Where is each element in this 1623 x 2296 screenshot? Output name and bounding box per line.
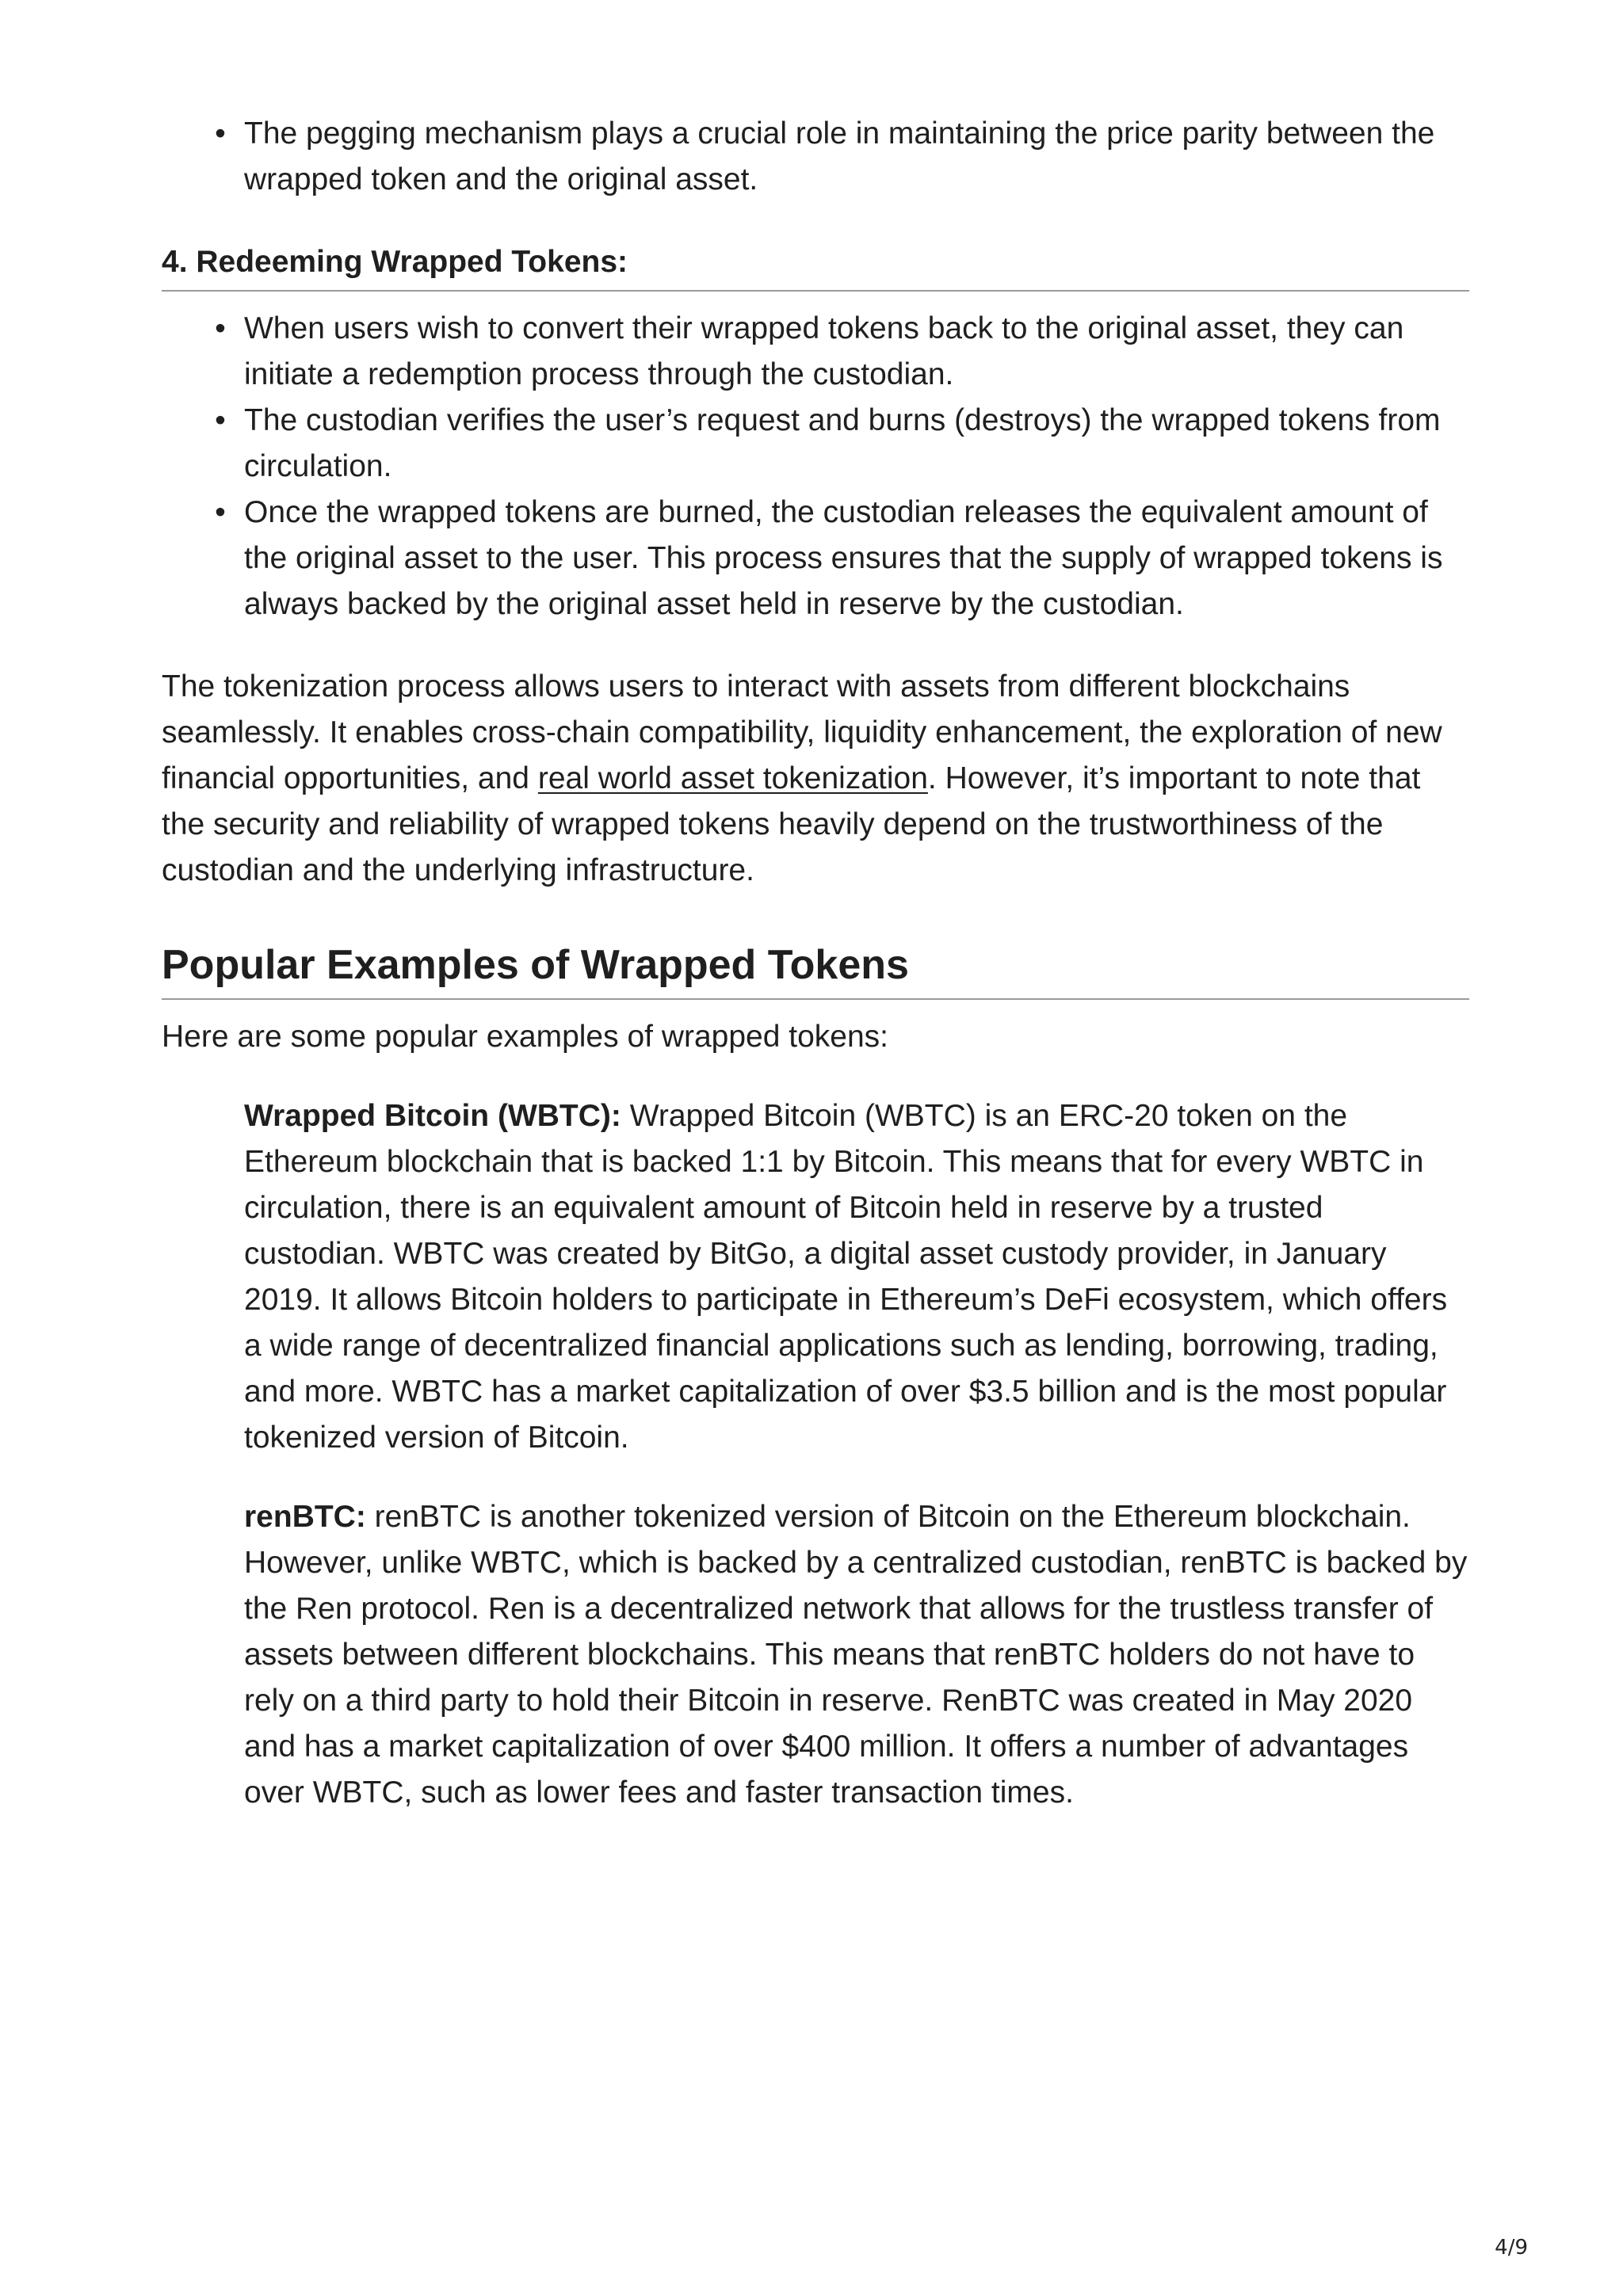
summary-text-after: . However, it’s important to note that the security and reliability of wrapped tokens heavily depend on the trustworthiness of the custodian and the underlying infrastructure. (162, 761, 1421, 887)
page-number: 4/9 (1495, 2236, 1528, 2260)
pegging-bullet-list (162, 111, 1469, 203)
popular-intro: Here are some popular examples of wrapped tokens: (162, 1020, 888, 1054)
example-term: Wrapped Bitcoin (WBTC): (244, 1099, 621, 1133)
list-item (215, 490, 1469, 627)
example-text: Wrapped Bitcoin (WBTC) is an ERC-20 token on the Ethereum blockchain that is backed 1:1 by Bitcoin. This means that for every WBTC in circulation, there is an equivalent amount of Bitcoin held in reserve by a trusted custodian. WBTC was created by BitGo, a digital asset custody provider, in January 2019. It allows Bitcoin holders to participate in Ethereum’s DeFi ecosystem, which offers a wide range of decentralized financial applications such as lending, borrowing, trading, and more. WBTC has a market capitalization of over $3.5 billion and is the most popular tokenized version of Bitcoin. (244, 1099, 1448, 1455)
list-item-text: The custodian verifies the user’s request and burns (destroys) the wrapped tokens from circulation. (244, 403, 1441, 483)
list-item (215, 306, 1469, 398)
redeeming-bullet-list (162, 306, 1469, 627)
summary-paragraph (162, 664, 1469, 894)
bullet-icon: • (215, 403, 226, 437)
example-renbtc (244, 1494, 1469, 1816)
example-term: renBTC: (244, 1500, 366, 1534)
list-item (215, 398, 1469, 490)
redeeming-heading: 4. Redeeming Wrapped Tokens: (162, 239, 1469, 292)
list-item-text: The pegging mechanism plays a crucial role in maintaining the price parity between the wrapped token and the original asset. (244, 116, 1435, 196)
popular-examples-heading: Popular Examples of Wrapped Tokens (162, 940, 1469, 1000)
list-item-text: Once the wrapped tokens are burned, the custodian releases the equivalent amount of the original asset to the user. This process ensures that the supply of wrapped tokens is always backed by the original asset held in reserve by the custodian. (244, 495, 1443, 621)
bullet-icon: • (215, 116, 226, 151)
list-item (215, 111, 1469, 203)
example-wbtc (244, 1093, 1469, 1461)
bullet-icon: • (215, 495, 226, 529)
real-world-asset-tokenization-link[interactable]: real world asset tokenization (537, 761, 928, 795)
list-item-text: When users wish to convert their wrapped tokens back to the original asset, they can initiate a redemption process through the custodian. (244, 311, 1404, 391)
article-content (162, 111, 1469, 1816)
bullet-icon: • (215, 311, 226, 345)
example-text: renBTC is another tokenized version of Bitcoin on the Ethereum blockchain. However, unlike WBTC, which is backed by a centralized custodian, renBTC is backed by the Ren protocol. Ren is a decentralized network that allows for the trustless transfer of assets between different blockchains. This means that renBTC holders do not have to rely on a third party to hold their Bitcoin in reserve. RenBTC was created in May 2020 and has a market capitalization of over $400 million. It offers a number of advantages over WBTC, such as lower fees and faster transaction times. (244, 1500, 1468, 1810)
summary-text-before: The tokenization process allows users to interact with assets from different blockchains seamlessly. It enables cross-chain compatibility, liquidity enhancement, the exploration of new financial opportunities, and (162, 669, 1442, 795)
